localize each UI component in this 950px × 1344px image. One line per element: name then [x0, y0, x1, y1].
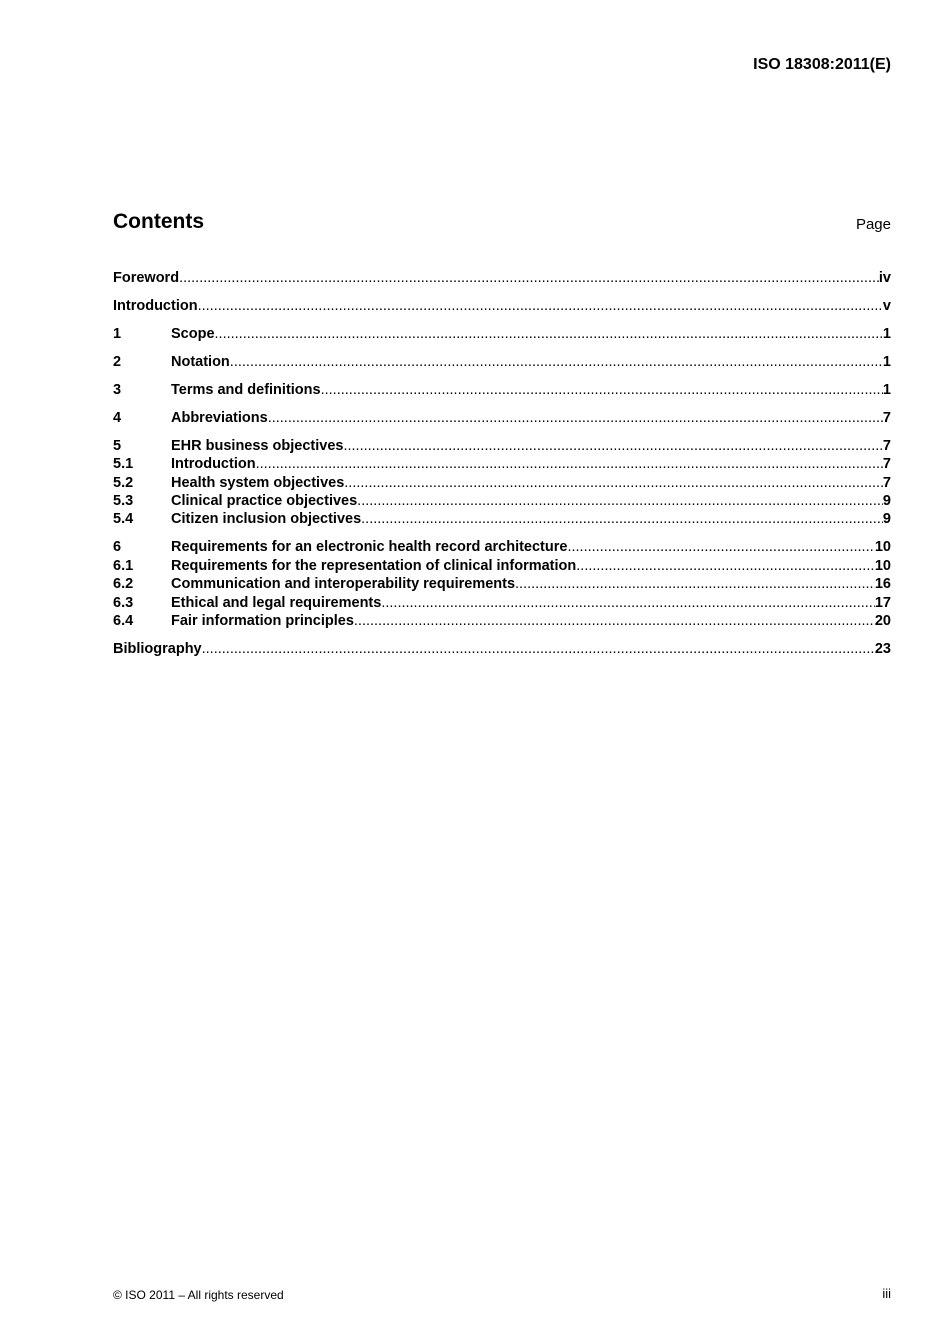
toc-entry-page: 1: [882, 325, 891, 342]
toc-entry-number: 5: [113, 437, 122, 454]
toc-entry[interactable]: [113, 353, 891, 371]
toc-entry-title: Notation: [171, 353, 230, 370]
toc-entry-title: Health system objectives: [171, 474, 345, 491]
toc-dot-leader: [381, 594, 875, 612]
toc-entry-title: Requirements for an electronic health record architecture: [171, 539, 568, 556]
toc-entry-number: 5.1: [113, 456, 134, 473]
toc-dot-leader: [354, 612, 875, 630]
toc-entry-number: 6.1: [113, 557, 134, 574]
toc-dot-leader: [202, 640, 875, 658]
toc-entry[interactable]: [113, 575, 891, 593]
toc-entry-page: 20: [874, 613, 891, 630]
toc-entry[interactable]: [113, 510, 891, 528]
toc-entry-page: 1: [882, 353, 891, 370]
toc-entry-number: 5.3: [113, 493, 134, 510]
toc-entry-title: Foreword: [113, 270, 180, 286]
toc-entry-title: Requirements for the representation of clinical information: [171, 557, 577, 574]
toc-entry-title: Ethical and legal requirements: [171, 594, 382, 611]
toc-entry[interactable]: [113, 557, 891, 575]
toc-entry-page: 1: [882, 381, 891, 398]
toc-entry-title: Abbreviations: [171, 409, 268, 426]
contents-heading: Contents: [113, 210, 204, 233]
footer-copyright: © ISO 2011 – All rights reserved: [113, 1288, 284, 1302]
toc-entry-number: 6.3: [113, 594, 134, 611]
toc-entry-title: Fair information principles: [171, 613, 354, 630]
toc-entry-number: 6.4: [113, 613, 134, 630]
toc-entry[interactable]: [113, 538, 891, 556]
toc-dot-leader: [515, 575, 875, 593]
toc-dot-leader: [343, 437, 882, 455]
toc-entry[interactable]: [113, 612, 891, 630]
toc-entry-number: 5.4: [113, 511, 134, 528]
toc-dot-leader: [361, 510, 883, 528]
toc-entry-page: 9: [882, 493, 891, 510]
footer-page-number: iii: [882, 1286, 891, 1301]
toc-entry-page: 9: [882, 511, 891, 528]
toc-entry-title: Citizen inclusion objectives: [171, 511, 362, 528]
toc-dot-leader: [357, 492, 883, 510]
toc-entry[interactable]: [113, 409, 891, 427]
toc-entry[interactable]: [113, 640, 891, 658]
toc-dot-leader: [576, 557, 875, 575]
toc-dot-leader: [344, 474, 883, 492]
toc-dot-leader: [321, 381, 883, 399]
toc-entry[interactable]: [113, 594, 891, 612]
table-of-contents: [113, 269, 891, 658]
toc-entry-number: 3: [113, 381, 122, 398]
page-column-label: Page: [855, 216, 891, 233]
toc-entry-page: v: [882, 297, 891, 314]
toc-entry-page: 16: [874, 576, 891, 593]
toc-entry[interactable]: [113, 325, 891, 343]
toc-entry-title: Introduction: [171, 456, 256, 473]
toc-entry-page: 7: [882, 456, 891, 473]
toc-dot-leader: [215, 325, 883, 343]
toc-entry-title: EHR business objectives: [171, 437, 344, 454]
toc-entry-number: 6.2: [113, 576, 134, 593]
toc-entry[interactable]: [113, 297, 891, 315]
toc-entry-number: 6: [113, 539, 122, 556]
toc-dot-leader: [179, 269, 879, 287]
toc-entry[interactable]: [113, 455, 891, 473]
toc-dot-leader: [256, 455, 883, 473]
toc-entry-page: 7: [882, 437, 891, 454]
toc-entry-page: 10: [874, 539, 891, 556]
toc-entry-title: Bibliography: [113, 641, 202, 657]
toc-entry-page: 7: [882, 409, 891, 426]
toc-entry-title: Terms and definitions: [171, 381, 321, 398]
toc-entry[interactable]: [113, 381, 891, 399]
toc-entry-page: iv: [878, 270, 891, 286]
toc-entry-number: 1: [113, 325, 122, 342]
toc-entry-number: 5.2: [113, 474, 134, 491]
toc-entry-title: Clinical practice objectives: [171, 493, 358, 510]
toc-entry-number: 2: [113, 353, 122, 370]
toc-entry-title: Scope: [171, 325, 215, 342]
toc-entry[interactable]: [113, 492, 891, 510]
toc-dot-leader: [230, 353, 883, 371]
toc-entry-page: 7: [882, 474, 891, 491]
toc-entry[interactable]: [113, 474, 891, 492]
toc-entry[interactable]: [113, 269, 891, 287]
toc-dot-leader: [567, 538, 874, 556]
toc-entry-number: 4: [113, 409, 122, 426]
toc-entry-title: Introduction: [113, 297, 198, 314]
toc-entry-title: Communication and interoperability requirements: [171, 576, 516, 593]
toc-dot-leader: [268, 409, 883, 427]
toc-entry[interactable]: [113, 437, 891, 455]
toc-entry-page: 23: [874, 641, 891, 657]
toc-entry-page: 17: [874, 594, 891, 611]
toc-entry-page: 10: [874, 557, 891, 574]
toc-dot-leader: [198, 297, 883, 315]
document-id: ISO 18308:2011(E): [753, 56, 891, 73]
